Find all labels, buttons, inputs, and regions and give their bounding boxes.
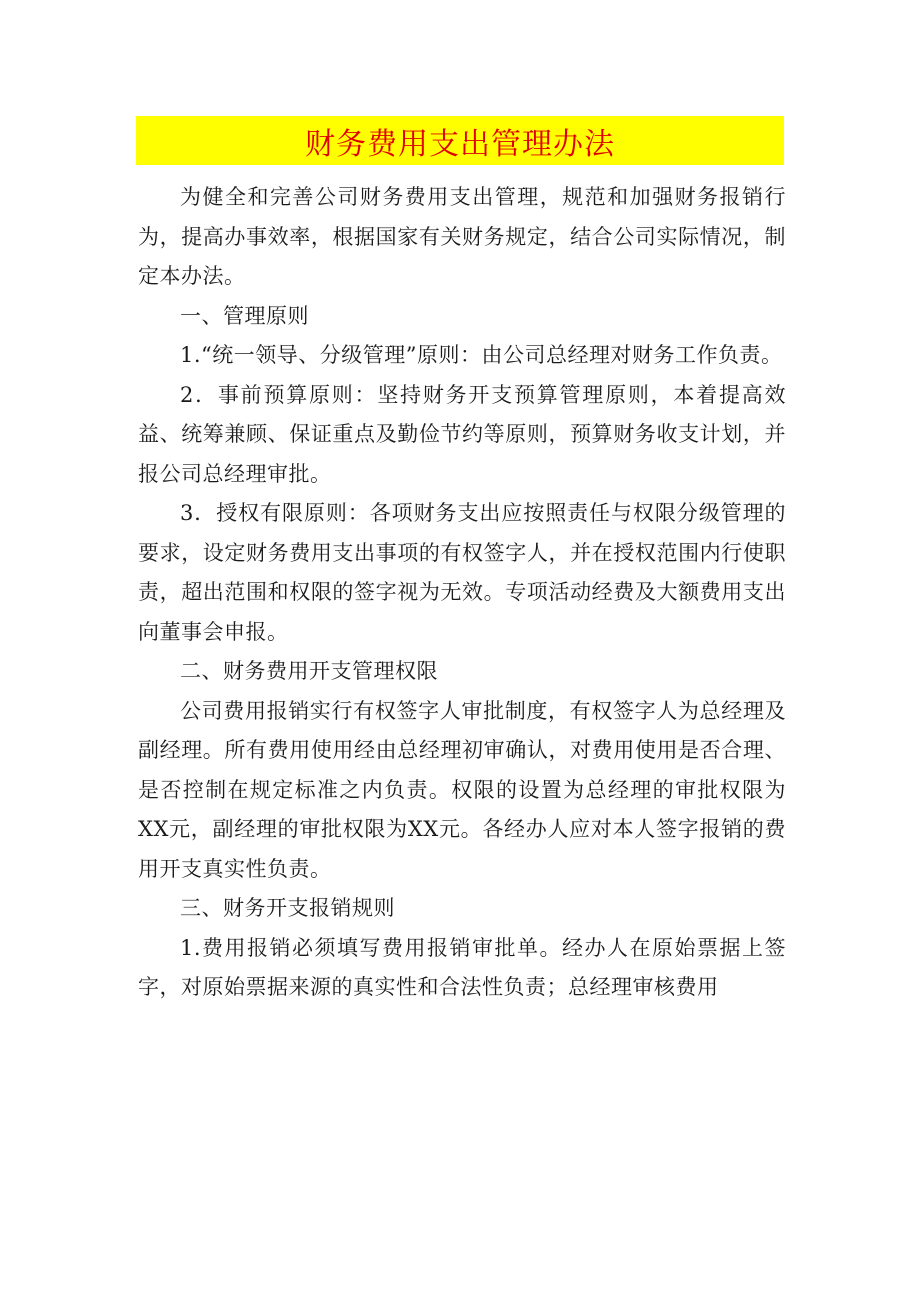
section-heading-reimbursement-rules: 三、财务开支报销规则 xyxy=(180,896,395,920)
document-title: 财务费用支出管理办法 xyxy=(305,126,615,162)
rule-paragraph-1: 1.费用报销必须填写费用报销审批单。经办人在原始票据上签字，对原始票据来源的真实性和合法性负责；总经理审核费用 xyxy=(138,935,786,999)
principle-paragraph-3: 3．授权有限原则：各项财务支出应按照责任与权限分级管理的要求，设定财务费用支出事项的有权签字人，并在授权范围内行使职责，超出范围和权限的签字视为无效。专项活动经费及大额费用支出向董事会申报。 xyxy=(138,501,786,644)
authority-paragraph: 公司费用报销实行有权签字人审批制度，有权签字人为总经理及副经理。所有费用使用经由总经理初审确认，对费用使用是否合理、是否控制在规定标准之内负责。权限的设置为总经理的审批权限为XX元，副经理的审批权限为XX元。各经办人应对本人签字报销的费用开支真实性负责。 xyxy=(138,698,786,881)
principle-paragraph-2: 2．事前预算原则：坚持财务开支预算管理原则，本着提高效益、统筹兼顾、保证重点及勤俭节约等原则，预算财务收支计划，并报公司总经理审批。 xyxy=(138,382,786,486)
intro-paragraph: 为健全和完善公司财务费用支出管理，规范和加强财务报销行为，提高办事效率，根据国家有关财务规定，结合公司实际情况，制定本办法。 xyxy=(138,185,786,288)
principle-paragraph-1: 1.“统一领导、分级管理”原则：由公司总经理对财务工作负责。 xyxy=(180,343,783,367)
section-heading-expense-authority: 二、财务费用开支管理权限 xyxy=(180,659,438,683)
title-highlight-band xyxy=(136,116,784,165)
document-body xyxy=(138,178,786,1008)
section-heading-management-principles: 一、管理原则 xyxy=(180,303,309,328)
